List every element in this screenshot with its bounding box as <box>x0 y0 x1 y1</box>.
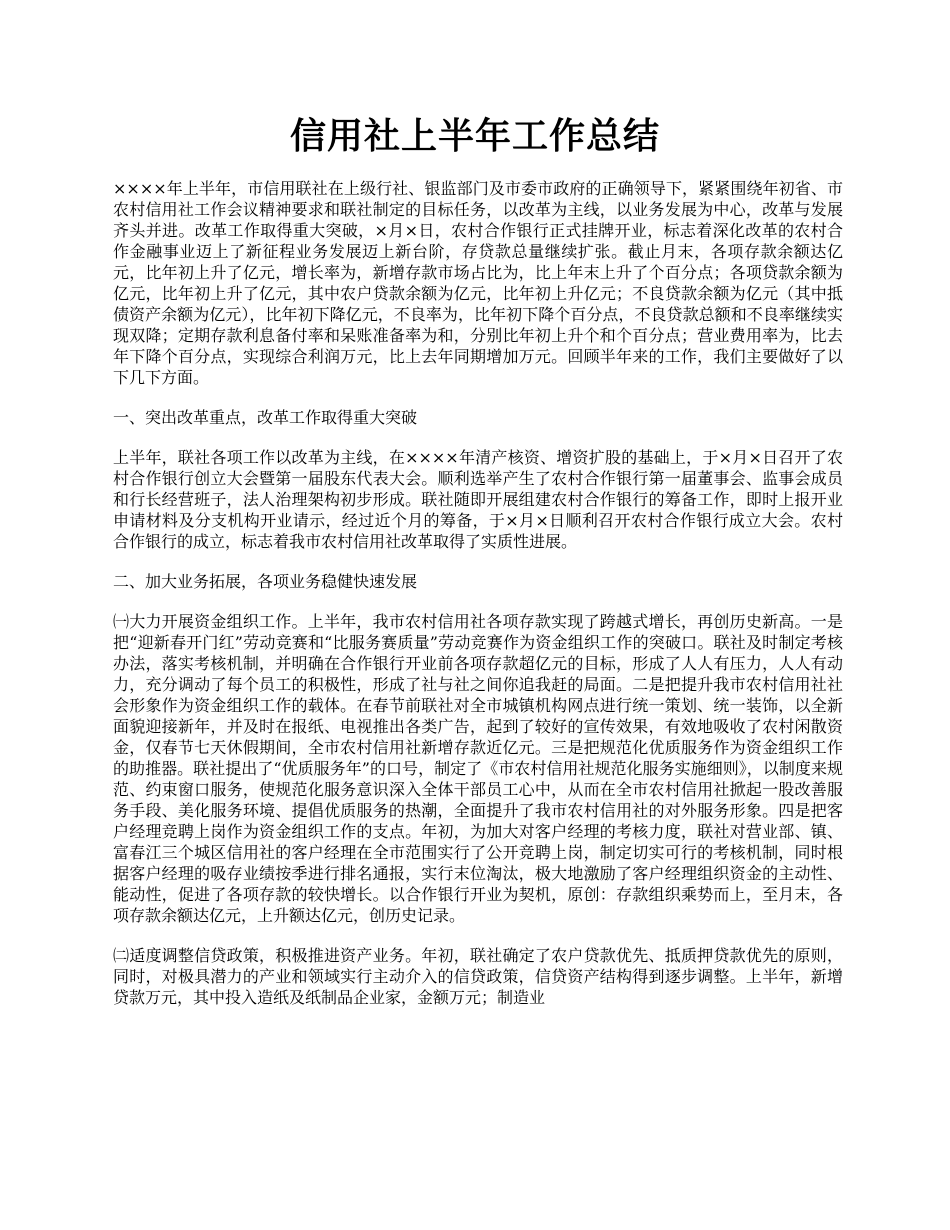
section-1-paragraph: 上半年，联社各项工作以改革为主线，在××××年清产核资、增资扩股的基础上，于×月×日召开了农村合作银行创立大会暨第一届股东代表大会。顺利选举产生了农村合作银行第一届董事会、监事会成员和行长经营班子，法人治理架构初步形成。联社随即开展组建农村合作银行的筹备工作，即时上报开业申请材料及分支机构开业请示，经过近个月的筹备，于×月×日顺利召开农村合作银行成立大会。农村合作银行的成立，标志着我市农村信用社改革取得了实质性进展。 <box>113 448 843 551</box>
document-title: 信用社上半年工作总结 <box>289 115 660 157</box>
section-heading-2: 二、加大业务拓展，各项业务稳健快速发展 <box>113 572 418 591</box>
intro-paragraph: ××××年上半年，市信用联社在上级行社、银监部门及市委市政府的正确领导下，紧紧围绕年初省、市农村信用社工作会议精神要求和联社制定的目标任务，以改革为主线，以业务发展为中心，改革与发展齐头并进。改革工作取得重大突破，×月×日，农村合作银行正式挂牌开业，标志着深化改革的农村合作金融事业迈上了新征程业务发展迈上新台阶，存贷款总量继续扩张。截止月末，各项存款余额达亿元，比年初上升了亿元，增长率为，新增存款市场占比为，比上年末上升了个百分点；各项贷款余额为亿元，比年初上升了亿元，其中农户贷款余额为亿元，比年初上升亿元；不良贷款余额为亿元（其中抵债资产余额为亿元），比年初下降亿元，不良率为，比年初下降个百分点，不良贷款总额和不良率继续实现双降；定期存款利息备付率和呆账准备率为和，分别比年初上升个和个百分点；营业费用率为，比去年下降个百分点，实现综合利润万元，比上去年同期增加万元。回顾半年来的工作，我们主要做好了以下几下方面。 <box>113 179 843 387</box>
document-body <box>113 178 843 1027</box>
section-2-paragraph-1: ㈠大力开展资金组织工作。上半年，我市农村信用社各项存款实现了跨越式增长，再创历史新高。一是把“迎新春开门红”劳动竞赛和“比服务赛质量”劳动竞赛作为资金组织工作的突破口。联社及时制定考核办法，落实考核机制，并明确在合作银行开业前各项存款超亿元的目标，形成了人人有压力，人人有动力，充分调动了每个员工的积极性，形成了社与社之间你追我赶的局面。二是把提升我市农村信用社社会形象作为资金组织工作的载体。在春节前联社对全市城镇机构网点进行统一策划、统一装饰，以全新面貌迎接新年，并及时在报纸、电视推出各类广告，起到了较好的宣传效果，有效地吸收了农村闲散资金，仅春节七天休假期间，全市农村信用社新增存款近亿元。三是把规范化优质服务作为资金组织工作的助推器。联社提出了“优质服务年”的口号，制定了《市农村信用社规范化服务实施细则》，以制度来规范、约束窗口服务，使规范化服务意识深入全体干部员工心中，从而在全市农村信用社掀起一股改善服务手段、美化服务环境、提倡优质服务的热潮，全面提升了我市农村信用社的对外服务形象。四是把客户经理竞聘上岗作为资金组织工作的支点。年初，为加大对客户经理的考核力度，联社对营业部、镇、富春江三个城区信用社的客户经理在全市范围实行了公开竞聘上岗，制定切实可行的考核机制，同时根据客户经理的吸存业绩按季进行排名通报，实行末位淘汰，极大地激励了客户经理组织资金的主动性、能动性，促进了各项存款的较快增长。以合作银行开业为契机，原创：存款组织乘势而上，至月末，各项存款余额达亿元，上升额达亿元，创历史记录。 <box>113 612 843 925</box>
section-2-paragraph-2: ㈡适度调整信贷政策，积极推进资产业务。年初，联社确定了农户贷款优先、抵质押贷款优先的原则，同时，对极具潜力的产业和领域实行主动介入的信贷政策，信贷资产结构得到逐步调整。上半年，新增贷款万元，其中投入造纸及纸制品企业家，金额万元；制造业 <box>113 946 843 1007</box>
section-heading-1: 一、突出改革重点，改革工作取得重大突破 <box>113 408 418 427</box>
